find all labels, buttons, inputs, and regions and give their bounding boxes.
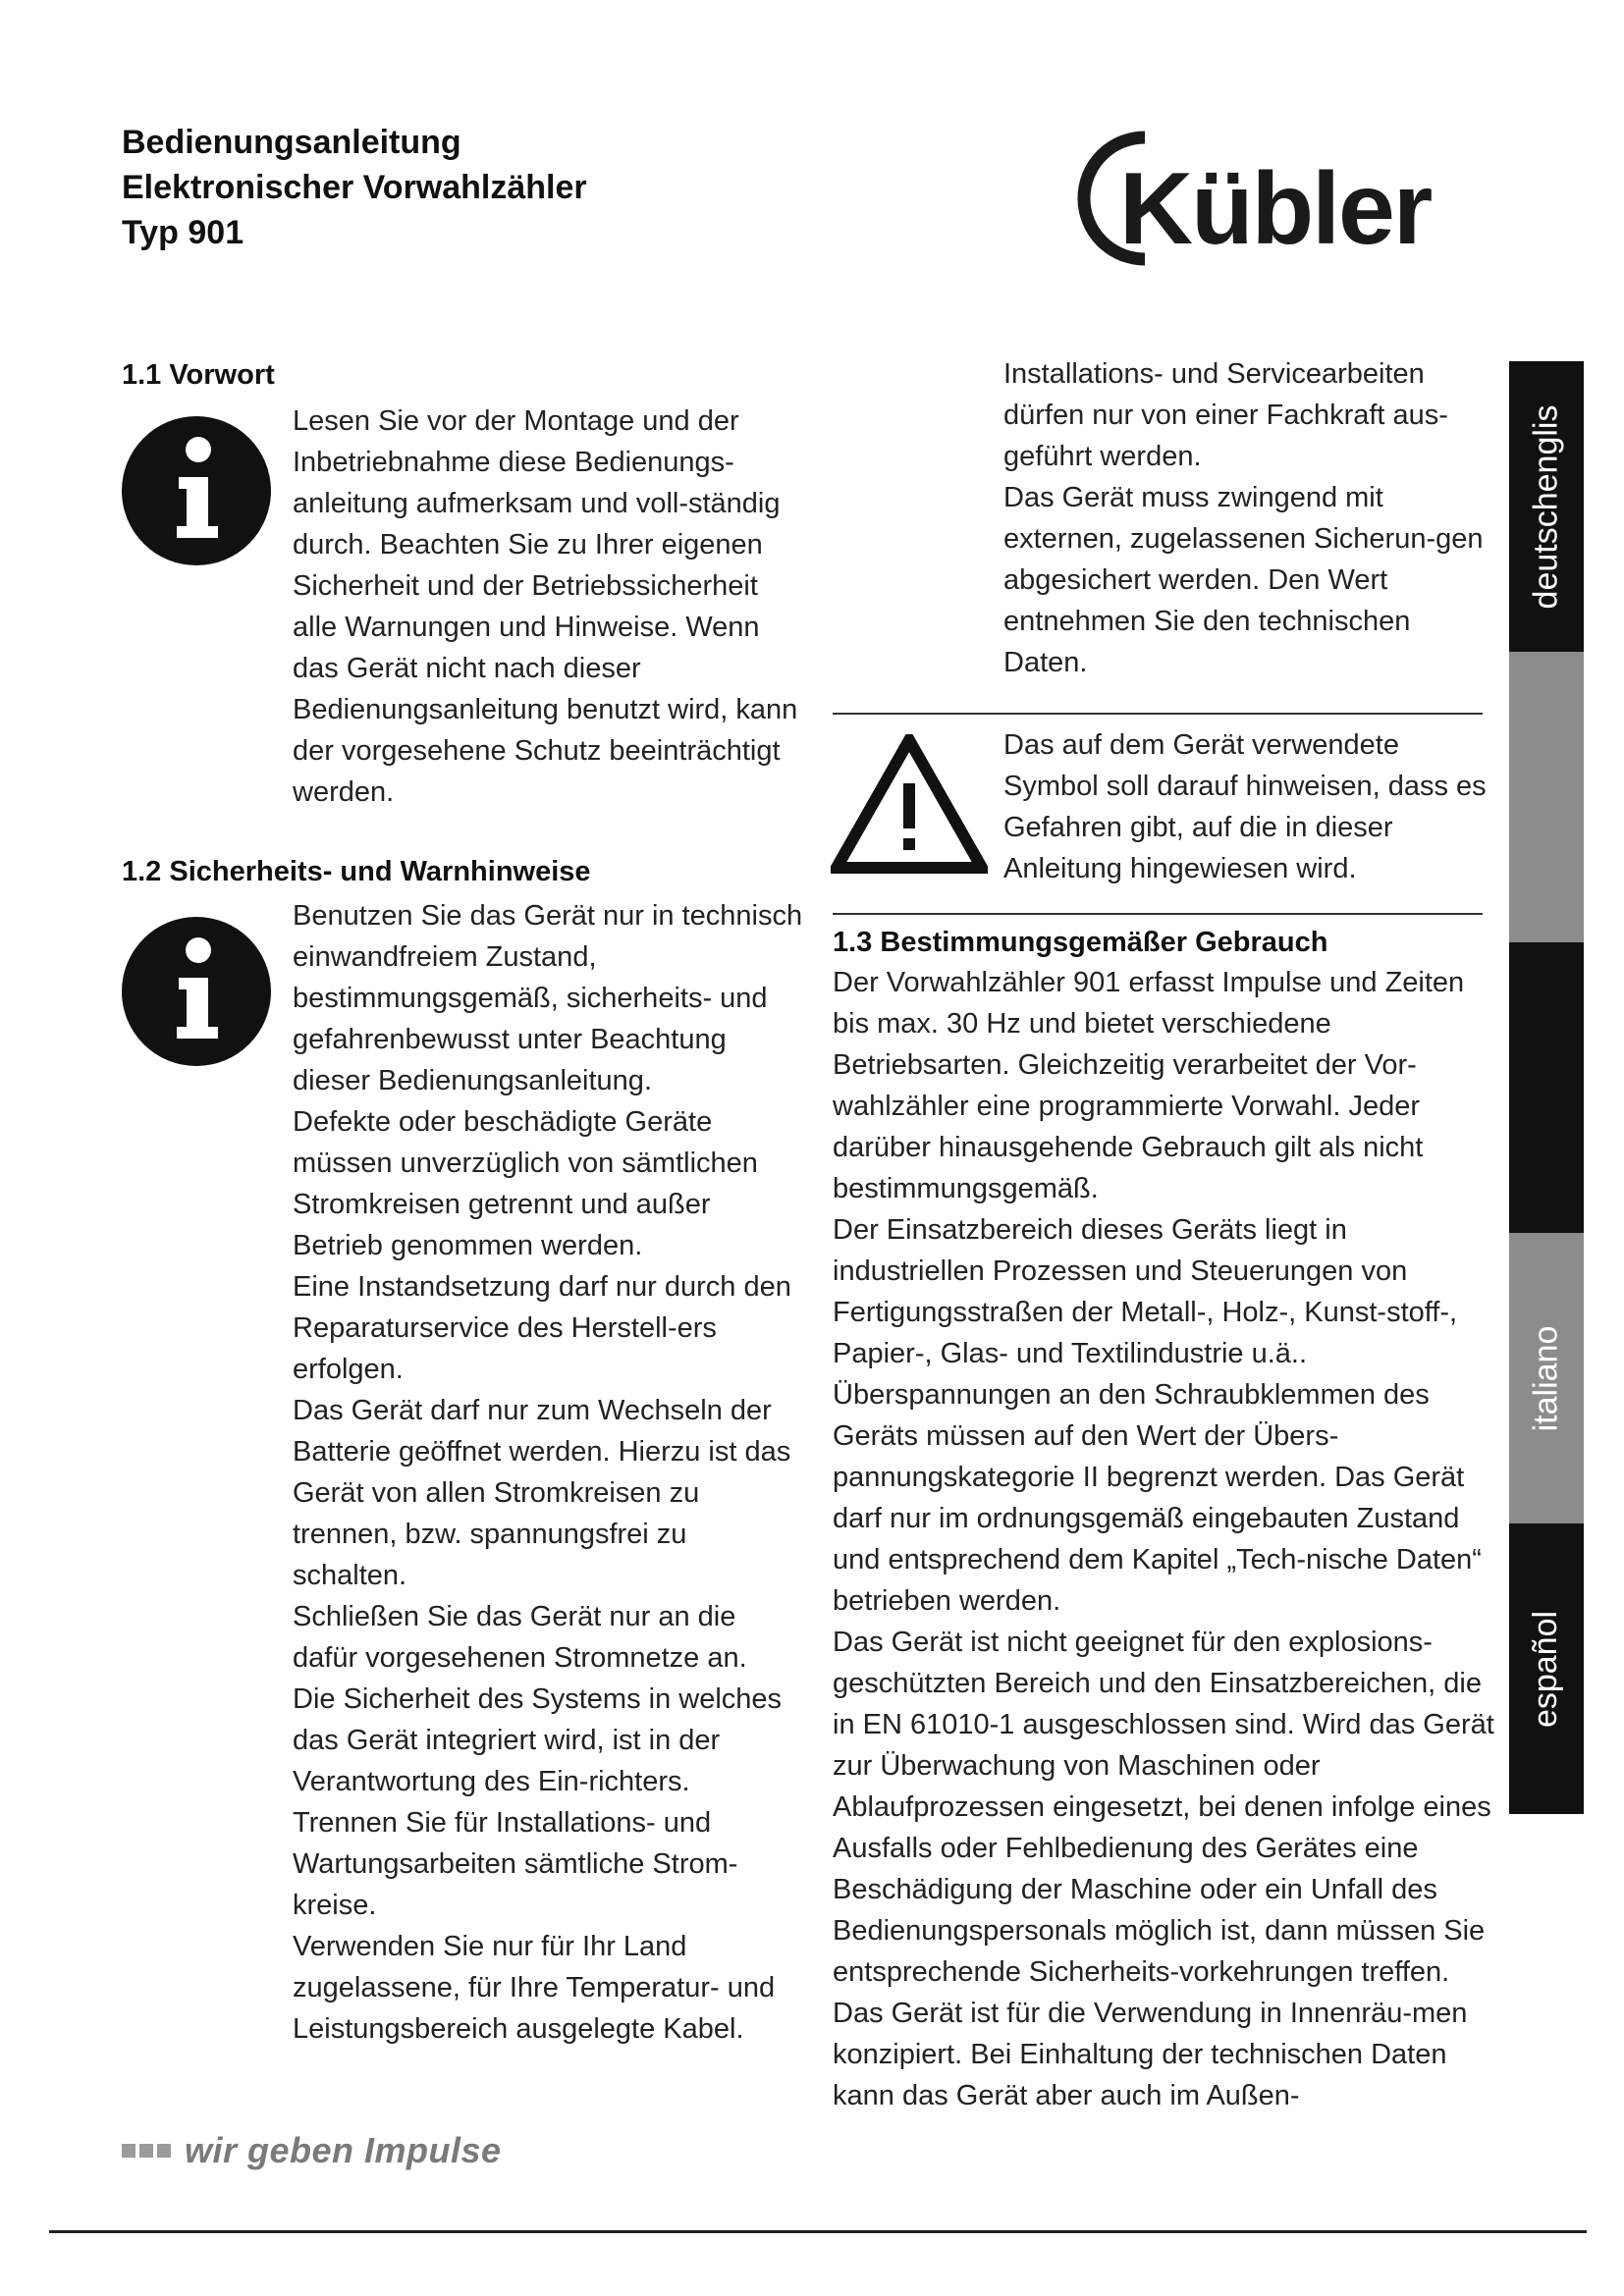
paragraph: Schließen Sie das Gerät nur an die dafür vorgesehenen Stromnetze an.: [293, 1601, 747, 1674]
paragraph: Defekte oder beschädigte Geräte müssen unverzüglich von sämtlichen Stromkreisen getrennt und außer Betrieb genommen werden.: [293, 1106, 758, 1261]
section-1-2-title: 1.2 Sicherheits- und Warnhinweise: [122, 856, 591, 887]
tab-espanol[interactable]: español: [1509, 1523, 1584, 1814]
section-1-3-title: 1.3 Bestimmungsgemäßer Gebrauch: [833, 927, 1328, 958]
paragraph: Das Gerät darf nur zum Wechseln der Batterie geöffnet werden. Hierzu ist das Gerät von allen Stromkreisen zu trennen, bzw. spannungsfrei zu schalten.: [293, 1395, 791, 1591]
logo-text: Kübler: [1119, 152, 1432, 266]
section-1-3-body: [833, 962, 1498, 2116]
warning-triangle-icon: [831, 734, 988, 874]
title-line-3: Typ 901: [122, 214, 244, 251]
tab-blank-2[interactable]: [1509, 942, 1584, 1233]
paragraph: Der Einsatzbereich dieses Geräts liegt in industriellen Prozessen und Steuerungen von Fertigungsstraßen der Metall-, Holz-, Kunst-stoff-, Papier-, Glas- und Textilindustrie u.ä..: [833, 1214, 1458, 1369]
footer-rule: [49, 2230, 1587, 2233]
paragraph: Installations- und Servicearbeiten dürfen nur von einer Fachkraft aus-geführt werden.: [1003, 358, 1448, 472]
kubler-logo: [1076, 130, 1518, 272]
title-line-2: Elektronischer Vorwahlzähler: [122, 169, 587, 206]
paragraph: Benutzen Sie das Gerät nur in technisch einwandfreiem Zustand, bestimmungsgemäß, sicherheits- und gefahrenbewusst unter Beachtung dieser Bedienungsanleitung.: [293, 900, 803, 1096]
paragraph: Verwenden Sie nur für Ihr Land zugelassene, für Ihre Temperatur- und Leistungsbereich ausgelegte Kabel.: [293, 1931, 776, 2045]
paragraph: Das Gerät muss zwingend mit externen, zugelassenen Sicherun-gen abgesichert werden. Den Wert entnehmen Sie den technischen Daten.: [1003, 482, 1484, 678]
divider: [833, 713, 1483, 715]
tab-italiano[interactable]: italiano: [1509, 1233, 1584, 1523]
tab-deutsch-english[interactable]: deutschenglis: [1509, 361, 1584, 652]
section-1-1-body: [293, 400, 803, 813]
divider: [833, 913, 1483, 915]
warning-text: Das auf dem Gerät verwendete Symbol soll darauf hinweisen, dass es Gefahren gibt, auf die in dieser Anleitung hingewiesen wird.: [1003, 729, 1487, 884]
info-icon: [122, 917, 271, 1066]
slogan: [122, 2130, 502, 2171]
section-1-1-text: Lesen Sie vor der Montage und der Inbetriebnahme diese Bedienungs-anleitung aufmerksam und voll-ständig durch. Beachten Sie zu Ihrer eigenen Sicherheit und der Betriebssicherheit alle Warnungen und Hinweise. Wenn das Gerät nicht nach dieser Bedienungsanleitung benutzt wird, kann der vorgesehene Schutz beeinträchtigt werden.: [293, 405, 798, 808]
language-tabs: [1509, 361, 1584, 1814]
service-note: [1003, 353, 1499, 683]
warning-text-block: [1003, 724, 1499, 889]
paragraph: Das Gerät ist für die Verwendung in Innenräu-men konzipiert. Bei Einhaltung der technischen Daten kann das Gerät aber auch im Außen-: [833, 1998, 1468, 2111]
paragraph: Trennen Sie für Installations- und Wartungsarbeiten sämtliche Strom-kreise.: [293, 1807, 738, 1921]
paragraph: Der Vorwahlzähler 901 erfasst Impulse und Zeiten bis max. 30 Hz und bietet verschiedene Betriebsarten. Gleichzeitig verarbeitet der Vor-wahlzähler eine programmierte Vorwahl. Jeder darüber hinausgehende Gebrauch gilt als nicht bestimmungsgemäß.: [833, 967, 1465, 1204]
paragraph: Überspannungen an den Schraubklemmen des Geräts müssen auf den Wert der Übers-pannungskategorie II begrenzt werden. Das Gerät darf nur im ordnungsgemäß eingebauten Zustand und entsprechend dem Kapitel „Tech-nische Daten“ betrieben werden.: [833, 1379, 1482, 1617]
paragraph: Das Gerät ist nicht geeignet für den explosions-geschützten Bereich und den Einsatzbereichen, die in EN 61010-1 ausgeschlossen sind. Wird das Gerät zur Überwachung von Maschinen oder Ablaufprozessen eingesetzt, bei denen infolge eines Ausfalls oder Fehlbedienung des Gerätes eine Beschädigung der Maschine oder ein Unfall des Bedienungspersonals möglich ist, dann müssen Sie entsprechende Sicherheits-vorkehrungen treffen.: [833, 1627, 1494, 1988]
slogan-squares-icon: [122, 2144, 171, 2158]
tab-blank-1[interactable]: [1509, 652, 1584, 942]
info-icon: [122, 416, 271, 565]
document-title: [122, 120, 587, 255]
paragraph: Eine Instandsetzung darf nur durch den Reparaturservice des Herstell-ers erfolgen.: [293, 1271, 791, 1385]
section-1-1-title: 1.1 Vorwort: [122, 359, 275, 391]
paragraph: Die Sicherheit des Systems in welches das Gerät integriert wird, ist in der Verantwortung des Ein-richters.: [293, 1683, 783, 1797]
section-1-2-body: [293, 895, 803, 2050]
slogan-text: wir geben Impulse: [185, 2130, 502, 2170]
title-line-1: Bedienungsanleitung: [122, 124, 461, 161]
